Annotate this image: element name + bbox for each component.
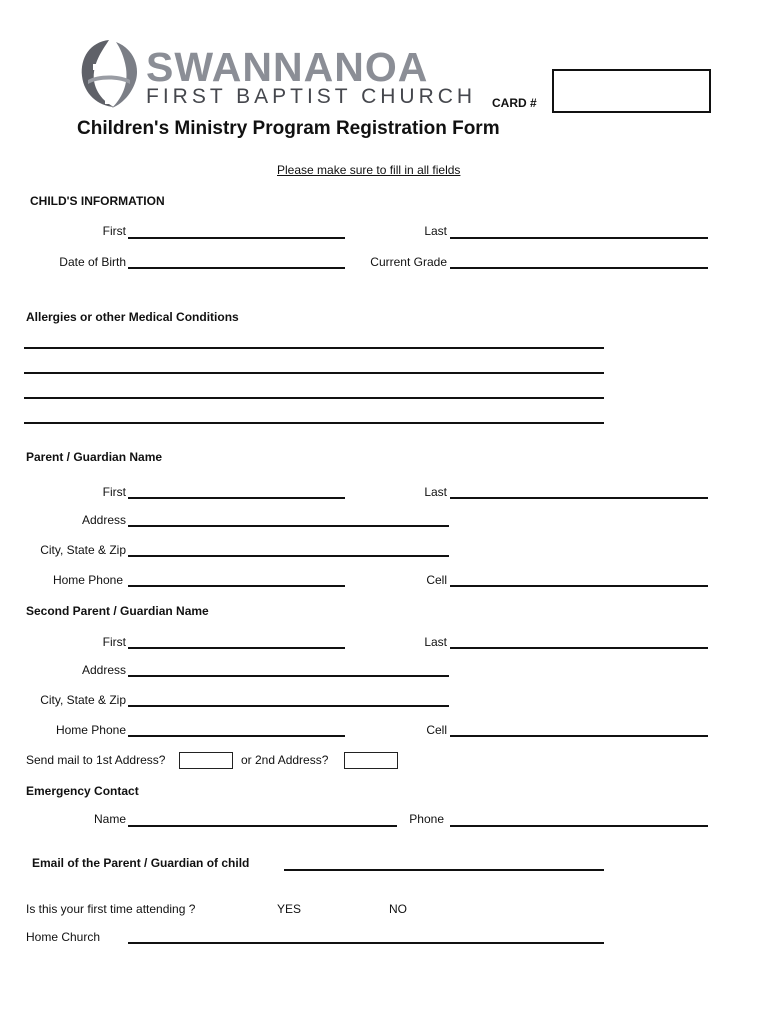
parent1-heading: Parent / Guardian Name [26, 450, 163, 464]
parent1-home-phone-field[interactable] [128, 585, 345, 587]
medical-line-4[interactable] [24, 422, 604, 424]
parent1-last-field[interactable] [450, 497, 708, 499]
mail-second-address-label: or 2nd Address? [241, 753, 329, 767]
parent2-home-phone-label: Home Phone [55, 723, 126, 737]
child-first-label: First [102, 224, 126, 238]
parent2-first-label: First [102, 635, 126, 649]
church-subtitle: FIRST BAPTIST CHURCH [146, 85, 477, 108]
parent1-first-field[interactable] [128, 497, 345, 499]
mail-first-address-label: Send mail to 1st Address? [26, 753, 166, 767]
yes-option[interactable]: YES [277, 902, 302, 916]
parent2-city-label: City, State & Zip [40, 693, 126, 707]
email-field[interactable] [284, 869, 604, 871]
mail-first-address-checkbox[interactable] [179, 752, 233, 769]
first-time-question: Is this your first time attending ? [26, 902, 196, 916]
parent2-cell-label: Cell [426, 723, 447, 737]
parent2-address-field[interactable] [128, 675, 449, 677]
parent1-address-label: Address [81, 513, 126, 527]
church-name: SWANNANOA [146, 44, 429, 90]
child-dob-field[interactable] [128, 267, 345, 269]
child-grade-field[interactable] [450, 267, 708, 269]
card-number-field[interactable] [552, 69, 711, 113]
child-grade-label: Current Grade [370, 255, 447, 269]
child-last-field[interactable] [450, 237, 708, 239]
parent1-last-label: Last [424, 485, 447, 499]
child-dob-label: Date of Birth [59, 255, 126, 269]
parent1-address-field[interactable] [128, 525, 449, 527]
child-info-heading: CHILD'S INFORMATION [30, 194, 165, 208]
emergency-name-label: Name [93, 812, 126, 826]
emergency-phone-label: Phone [409, 812, 444, 826]
card-number-label: CARD # [492, 96, 537, 110]
parent2-address-label: Address [81, 663, 126, 677]
parent2-first-field[interactable] [128, 647, 345, 649]
cross-emblem-icon [76, 34, 142, 112]
form-instruction: Please make sure to fill in all fields [277, 163, 461, 177]
medical-line-1[interactable] [24, 347, 604, 349]
parent1-home-phone-label: Home Phone [52, 573, 123, 587]
parent2-city-field[interactable] [128, 705, 449, 707]
parent2-heading: Second Parent / Guardian Name [26, 604, 209, 618]
parent1-first-label: First [102, 485, 126, 499]
medical-heading: Allergies or other Medical Conditions [26, 310, 239, 324]
parent1-cell-field[interactable] [450, 585, 708, 587]
parent2-last-label: Last [424, 635, 447, 649]
parent2-cell-field[interactable] [450, 735, 708, 737]
no-option[interactable]: NO [389, 902, 407, 916]
child-last-label: Last [424, 224, 447, 238]
form-title: Children's Ministry Program Registration Form [77, 118, 500, 139]
child-first-field[interactable] [128, 237, 345, 239]
parent1-cell-label: Cell [426, 573, 447, 587]
home-church-label: Home Church [26, 930, 101, 944]
parent2-last-field[interactable] [450, 647, 708, 649]
parent2-home-phone-field[interactable] [128, 735, 345, 737]
mail-second-address-checkbox[interactable] [344, 752, 398, 769]
parent1-city-label: City, State & Zip [40, 543, 126, 557]
medical-line-3[interactable] [24, 397, 604, 399]
parent1-city-field[interactable] [128, 555, 449, 557]
church-logo [76, 34, 142, 112]
emergency-heading: Emergency Contact [26, 784, 139, 798]
email-label: Email of the Parent / Guardian of child [32, 856, 250, 870]
home-church-field[interactable] [128, 942, 604, 944]
emergency-phone-field[interactable] [450, 825, 708, 827]
emergency-name-field[interactable] [128, 825, 397, 827]
medical-line-2[interactable] [24, 372, 604, 374]
